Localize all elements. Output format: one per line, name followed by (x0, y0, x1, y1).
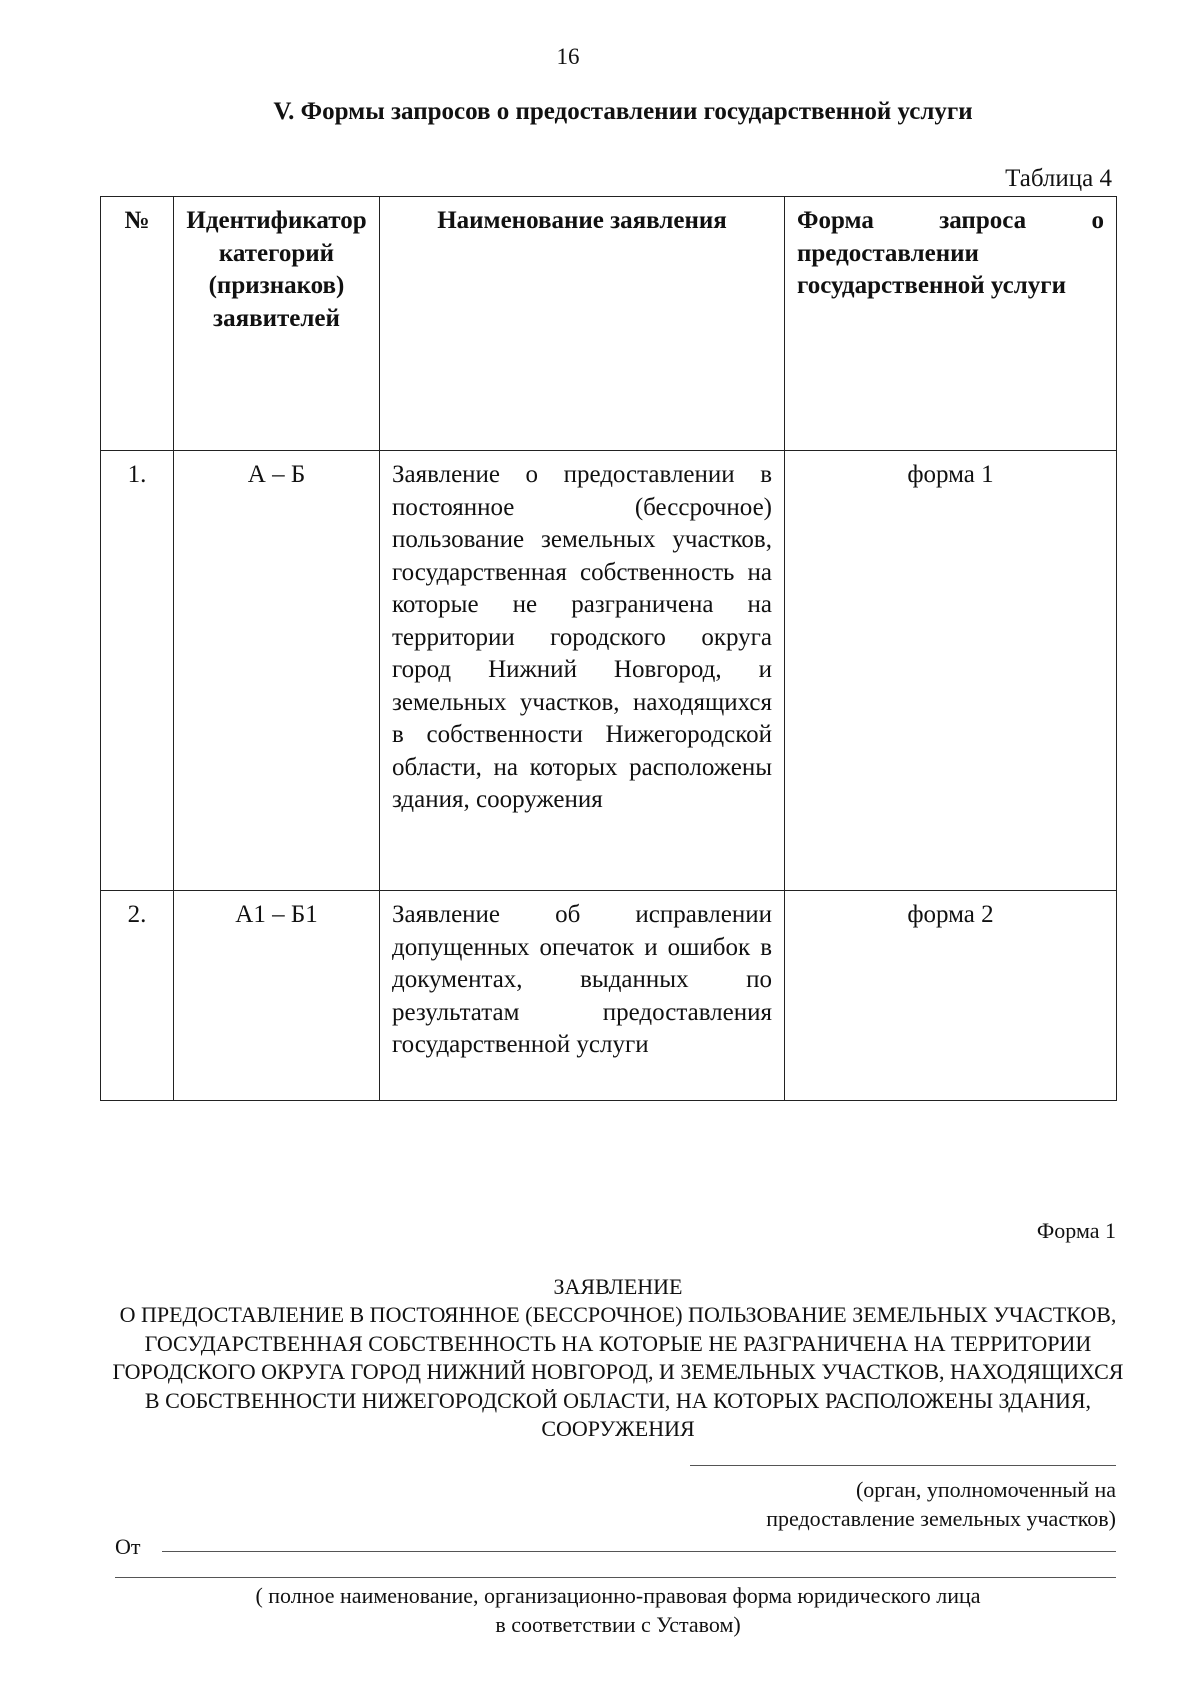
header-identifier: Идентификатор категорий (признаков) заявителей (174, 197, 380, 451)
organ-hint (766, 1475, 1116, 1533)
table-header-row (101, 197, 1117, 451)
table-row (101, 451, 1117, 891)
row-name: Заявление об исправлении допущенных опечаток и ошибок в документах, выданных по результатам предоставления государственной услуги (380, 891, 785, 1101)
row-number: 1. (101, 451, 174, 891)
row-identifier: А – Б (174, 451, 380, 891)
row-form: форма 2 (785, 891, 1117, 1101)
header-form: Форма запроса о предоставлении государственной услуги (785, 197, 1117, 451)
organ-hint-line1: (орган, уполномоченный на (855, 1477, 1116, 1502)
forms-table (100, 196, 1117, 1101)
from-label: От (115, 1534, 141, 1559)
section-title: V. Формы запросов о предоставлении государственной услуги (273, 98, 973, 125)
fullname-hint-line2: в соответствии с Уставом) (495, 1612, 741, 1637)
fullname-hint (0, 1581, 1200, 1639)
fullname-underline (115, 1577, 1116, 1578)
row-name: Заявление о предоставлении в постоянное (бессрочное) пользование земельных участков, государственная собственность на которые не разграничена на территории городского округа город Нижний Новгород, и земельных участков, находящихся в собственности Нижегородской области, на которых расположены здания, сооружения (380, 451, 785, 891)
table-row (101, 891, 1117, 1101)
row-identifier: А1 – Б1 (174, 891, 380, 1101)
page-number: 16 (556, 44, 580, 69)
organ-underline (690, 1465, 1116, 1466)
form-label: Форма 1 (1036, 1218, 1116, 1243)
fullname-hint-line1: ( полное наименование, организационно-правовая форма юридического лица (255, 1583, 981, 1608)
organ-hint-line2: предоставление земельных участков) (766, 1506, 1116, 1531)
application-title: ЗАЯВЛЕНИЕ (553, 1274, 683, 1299)
application-subtitle: О ПРЕДОСТАВЛЕНИЕ В ПОСТОЯННОЕ (БЕССРОЧНОЕ) ПОЛЬЗОВАНИЕ ЗЕМЕЛЬНЫХ УЧАСТКОВ, ГОСУДАРСТВЕННАЯ СОБСТВЕННОСТЬ НА КОТОРЫЕ НЕ РАЗГРАНИЧЕНА НА ТЕРРИТОРИИ ГОРОДСКОГО ОКРУГА ГОРОД НИЖНИЙ НОВГОРОД, И ЗЕМЕЛЬНЫХ УЧАСТКОВ, НАХОДЯЩИХСЯ В СОБСТВЕННОСТИ НИЖЕГОРОДСКОЙ ОБЛАСТИ, НА КОТОРЫХ РАСПОЛОЖЕНЫ ЗДАНИЯ, СООРУЖЕНИЯ (112, 1302, 1124, 1441)
row-number: 2. (101, 891, 174, 1101)
from-underline (162, 1551, 1116, 1552)
header-name: Наименование заявления (380, 197, 785, 451)
header-number: № (101, 197, 174, 451)
table-caption: Таблица 4 (1005, 165, 1112, 192)
row-form: форма 1 (785, 451, 1117, 891)
